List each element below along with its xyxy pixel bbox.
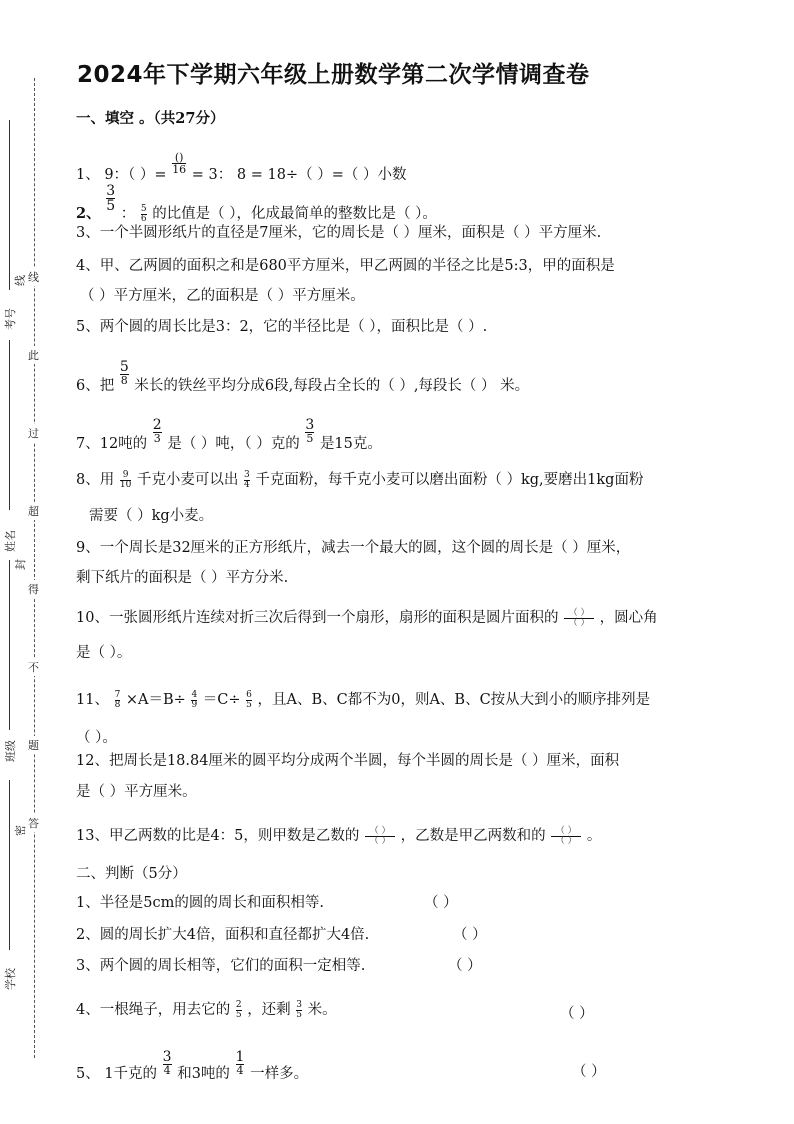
seal-char: 线 [28,268,39,286]
margin-label-name: 姓名 [4,530,17,552]
question-5: 5、两个圆的周长比是3：2，它的半径比是（ ），面积比是（ ）. [76,319,488,335]
question-13: 13、甲乙两数的比是4：5，则甲数是乙数的 $\frac{( )}{( )}$ ，乙数是甲乙两数和的 $\frac{( )}{( )}$ 。 [76,825,602,846]
question-4-line-2: （ ）平方厘米，乙的面积是（ ）平方厘米。 [80,288,365,304]
fraction: $\frac{3}{4}$ [162,1049,172,1077]
question-7: 7、12吨的 $\frac{2}{3}$ 是（ ）吨，（ ）克的 $\frac{3}{5}$ 是15克。 [76,417,382,452]
fraction: $\frac{9}{10}$ [119,469,132,490]
judge-1-answer[interactable]: （ ） [424,895,458,911]
seal-char: 答 [28,814,39,832]
answer-fraction-blank[interactable]: $\frac{( )}{( )}$ [564,609,594,628]
school-line [9,780,10,950]
seal-dashed-line [34,78,35,1058]
section-1-heading: 一、填空 。（共27分） [76,110,225,127]
fraction: $\frac{1}{4}$ [235,1049,245,1077]
judge-5: 5、 1千克的 $\frac{3}{4}$ 和3吨的 $\frac{1}{4}$ 一样多。 [76,1049,309,1082]
margin-label-exam-number: 考号 [4,308,17,330]
question-1: 1、 9：（ ）= $\frac{()}{16}$ = 3： 8 = 18÷（ ）=（ ）小数 [76,151,407,183]
answer-fraction-blank[interactable]: $\frac{( )}{( )}$ [551,827,581,846]
judge-3: 3、两个圆的周长相等，它们的面积一定相等. [76,958,366,974]
fraction: $\frac{3}{5}$ [106,183,116,214]
question-3: 3、一个半圆形纸片的直径是7厘米，它的周长是（ ）厘米，面积是（ ）平方厘米. [76,225,602,241]
judge-5-answer[interactable]: （ ） [572,1064,606,1080]
seal-char: 密 [14,825,27,836]
seal-char: 此 [28,346,39,364]
question-12-line-2: 是（ ）平方厘米。 [76,784,197,800]
fraction: $\frac{4}{9}$ [191,689,198,710]
judge-3-answer[interactable]: （ ） [448,958,482,974]
question-9-line-1: 9、一个周长是32厘米的正方形纸片，减去一个最大的圆，这个圆的周长是（ ）厘米， [76,540,631,556]
question-4-line-1: 4、甲、乙两圆的面积之和是680平方厘米，甲乙两圆的半径之比是5:3，甲的面积是 [76,258,615,274]
answer-fraction-blank[interactable]: $\frac{( )}{( )}$ [365,827,395,846]
question-6: 6、把 $\frac{5}{8}$ 米长的铁丝平均分成6段,每段占全长的（ ）,每段长（ ） 米。 [76,359,530,394]
margin-label-class: 班级 [4,740,17,762]
fraction: $\frac{2}{5}$ [235,999,242,1020]
question-12-line-1: 12、把周长是18.84厘米的圆平均分成两个半圆，每个半圆的周长是（ ）厘米，面积 [76,753,620,769]
seal-char: 得 [28,580,39,598]
class-line [9,560,10,730]
fraction: $\frac{2}{3}$ [152,417,162,445]
judge-1: 1、半径是5cm的圆的周长和面积相等. [76,895,324,911]
question-8-line-2: 需要（ ）kg小麦。 [89,508,214,524]
exam-number-line [9,120,10,290]
fraction: $\frac{6}{5}$ [246,689,252,710]
seal-char: 题 [28,736,39,754]
question-8-line-1: 8、用 $\frac{9}{10}$ 千克小麦可以出 $\frac{3}{4}$ 千克面粉，每千克小麦可以磨出面粉（ ）kg,要磨出1kg面粉 [76,469,644,490]
judge-4-answer[interactable]: （ ） [560,1006,594,1022]
fraction: $\frac{3}{5}$ [305,417,315,445]
seal-char: 过 [28,424,39,442]
question-9-line-2: 剩下纸片的面积是（ ）平方分米. [76,570,289,586]
fraction: $\frac{5}{8}$ [119,359,129,387]
question-10-line-1: 10、一张圆形纸片连续对折三次后得到一个扇形，扇形的面积是圆片面积的 $\frac{( )}{( )}$ ，圆心角 [76,607,658,628]
name-line [9,340,10,510]
question-11-line-2: （ ）。 [76,730,117,746]
question-2: 2、 $\frac{3}{5}$ ： $\frac{5}{6}$ 的比值是（ ），化成最简单的整数比是（ ）。 [76,183,437,224]
section-2-heading: 二、判断（5分） [76,866,187,882]
seal-char: 不 [28,658,39,676]
seal-char: 超 [28,502,39,520]
judge-2-answer[interactable]: （ ） [453,927,487,943]
seal-char: 线 [14,275,27,286]
judge-2: 2、圆的周长扩大4倍，面积和直径都扩大4倍. [76,927,370,943]
question-10-line-2: 是（ ）。 [76,645,132,661]
fraction: $\frac{3}{4}$ [244,469,250,490]
fraction: $\frac{7}{8}$ [114,689,121,710]
seal-char: 封 [14,559,27,570]
binding-margin [0,0,46,1124]
fraction: $\frac{3}{5}$ [296,999,303,1020]
fraction: $\frac{()}{16}$ [172,151,187,176]
judge-4: 4、一根绳子，用去它的 $\frac{2}{5}$ ，还剩 $\frac{3}{5}$ 米。 [76,999,337,1020]
page-title: 2024年下学期六年级上册数学第二次学情调查卷 [77,62,590,88]
question-11-line-1: 11、 $\frac{7}{8}$ ×A＝B÷ $\frac{4}{9}$ ＝C÷ $\frac{6}{5}$ ，且A、B、C都不为0，则A、B、C按从大到小的顺序排列是 [76,689,651,710]
margin-label-school: 学校 [4,968,17,990]
fraction: $\frac{5}{6}$ [140,203,147,224]
